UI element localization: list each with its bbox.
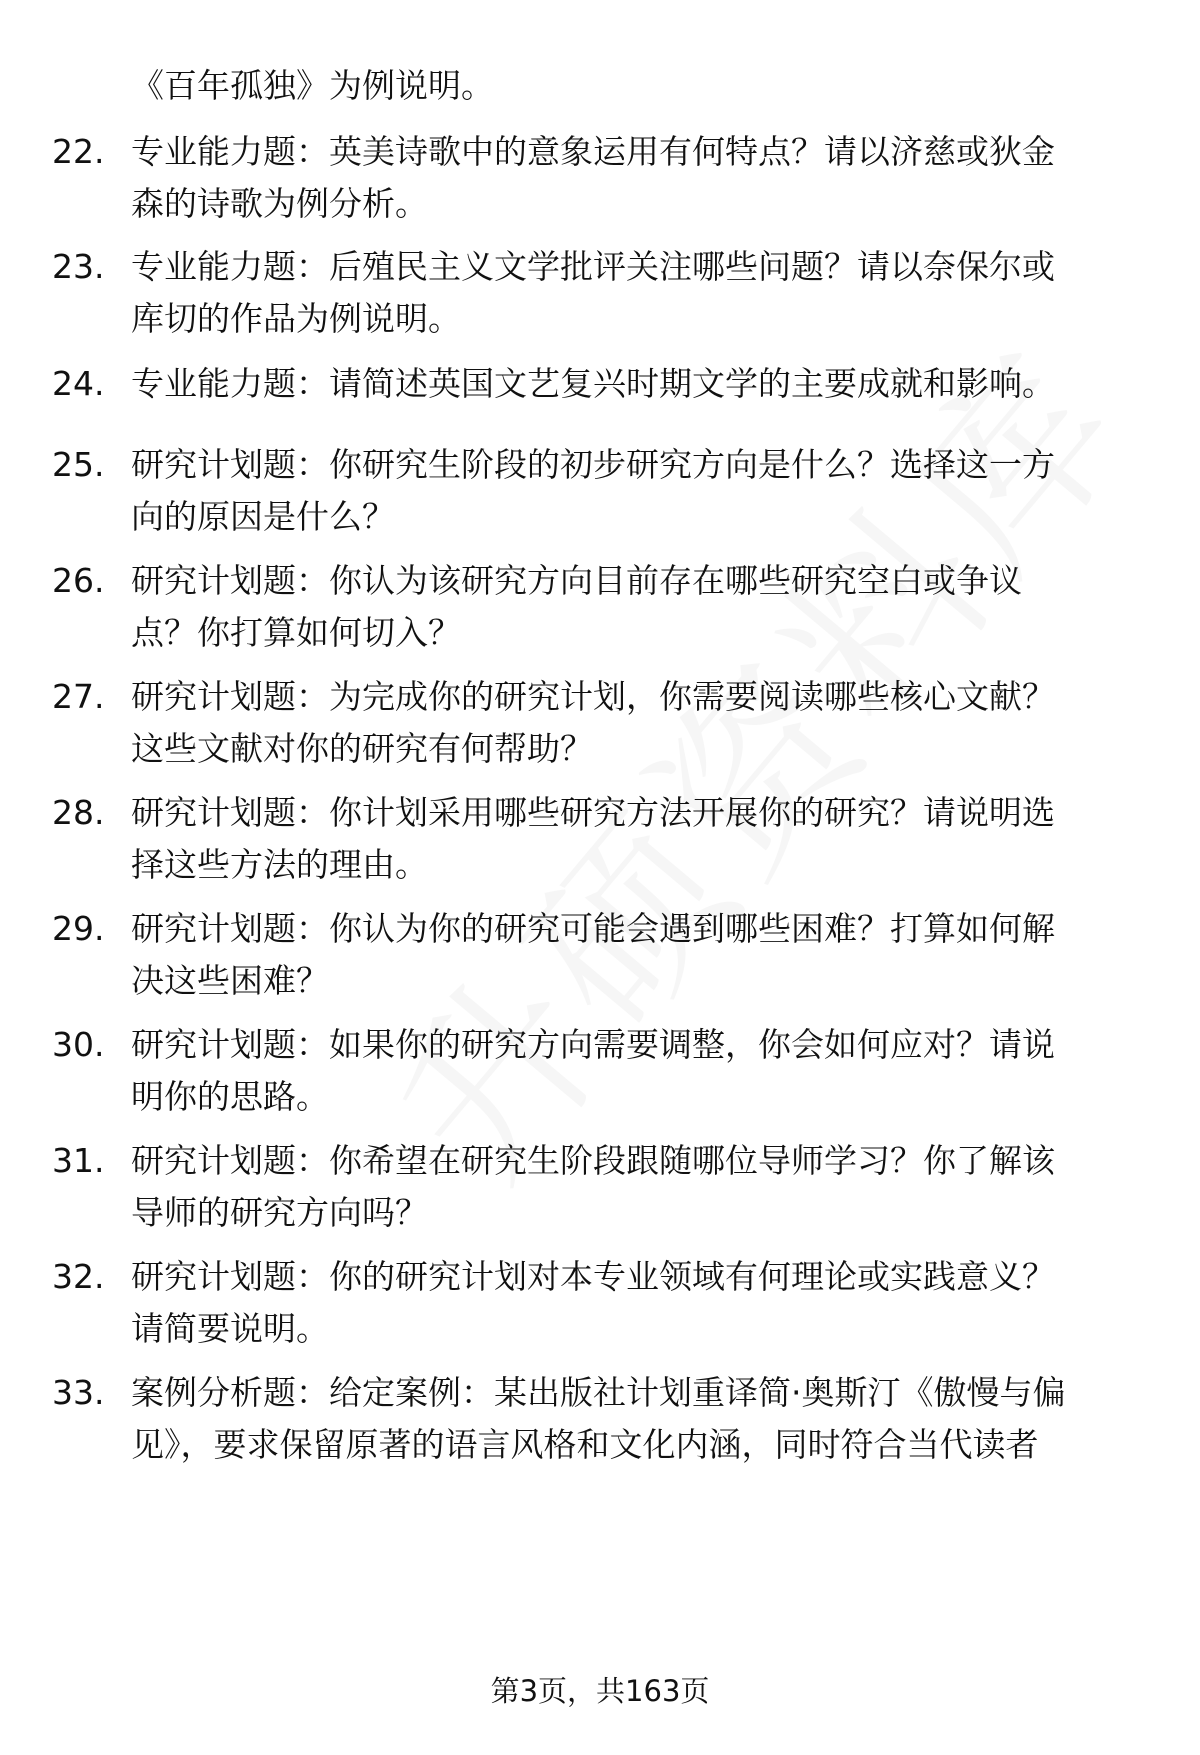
question-number: 33. xyxy=(52,1373,105,1412)
question-number: 31. xyxy=(52,1141,105,1180)
question-number: 25. xyxy=(52,445,105,484)
question-number: 30. xyxy=(52,1025,105,1064)
page-footer: 第3页，共163页 xyxy=(490,1674,710,1708)
question-number: 22. xyxy=(52,132,105,171)
question-text: 案例分析题：给定案例：某出版社计划重译简·奥斯汀《傲慢与偏 见》，要求保留原著的语言风格和文化内涵，同时符合当代读者 xyxy=(131,1373,1066,1464)
question-text: 专业能力题：后殖民主义文学批评关注哪些问题？请以奈保尔或 库切的作品为例说明。 xyxy=(131,247,1055,338)
question-number: 29. xyxy=(52,909,105,948)
question-text: 专业能力题：请简述英国文艺复兴时期文学的主要成就和影响。 xyxy=(131,364,1055,403)
question-number: 27. xyxy=(52,677,105,716)
question-text: 专业能力题：英美诗歌中的意象运用有何特点？请以济慈或狄金 森的诗歌为例分析。 xyxy=(131,132,1055,223)
question-number: 26. xyxy=(52,561,105,600)
question-number: 24. xyxy=(52,364,105,403)
question-text: 研究计划题：你希望在研究生阶段跟随哪位导师学习？你了解该 导师的研究方向吗？ xyxy=(131,1141,1055,1232)
question-text: 研究计划题：你计划采用哪些研究方法开展你的研究？请说明选 择这些方法的理由。 xyxy=(131,793,1055,884)
question-text: 研究计划题：如果你的研究方向需要调整，你会如何应对？请说 明你的思路。 xyxy=(131,1025,1055,1116)
question-text: 研究计划题：你研究生阶段的初步研究方向是什么？选择这一方 向的原因是什么？ xyxy=(131,445,1055,536)
question-text: 研究计划题：你的研究计划对本专业领域有何理论或实践意义？ 请简要说明。 xyxy=(131,1257,1055,1348)
question-number: 23. xyxy=(52,247,105,286)
question-number: 32. xyxy=(52,1257,105,1296)
question-number: 28. xyxy=(52,793,105,832)
question-text: 研究计划题：你认为你的研究可能会遇到哪些困难？打算如何解 决这些困难？ xyxy=(131,909,1055,1000)
question-text: 研究计划题：你认为该研究方向目前存在哪些研究空白或争议 点？你打算如何切入？ xyxy=(131,561,1022,652)
continuation-line: 《百年孤独》为例说明。 xyxy=(131,66,494,105)
question-text: 研究计划题：为完成你的研究计划，你需要阅读哪些核心文献？ 这些文献对你的研究有何帮助？ xyxy=(131,677,1055,768)
